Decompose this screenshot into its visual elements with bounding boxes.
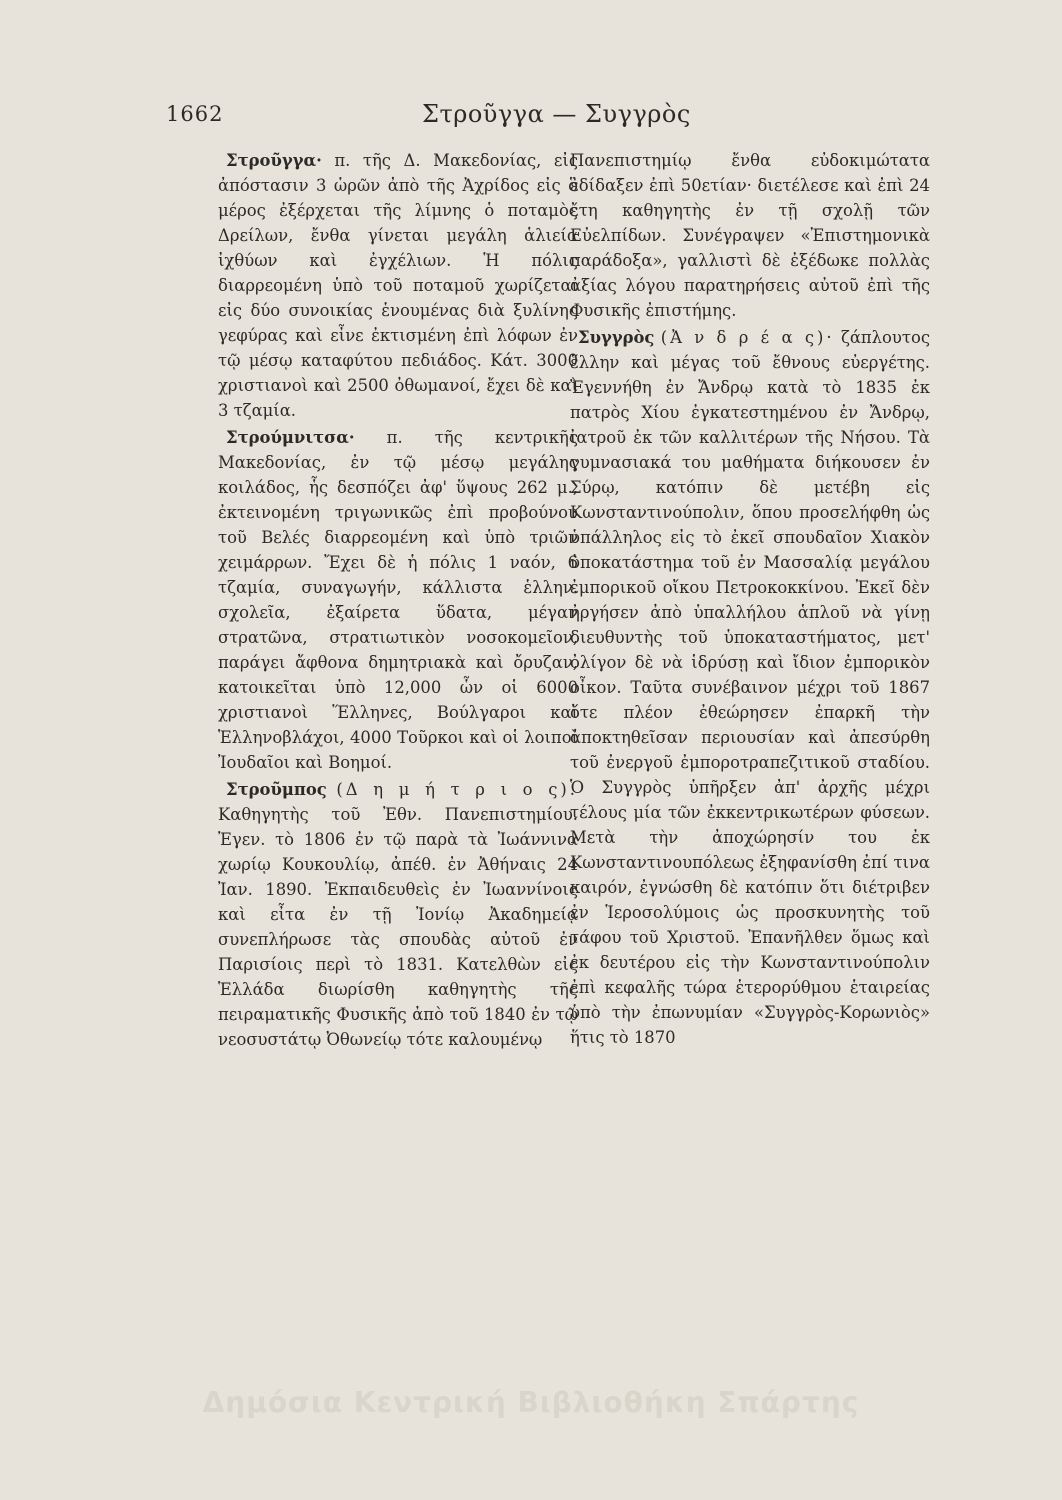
entry-stroumpos xyxy=(218,777,578,1052)
entry-syngros xyxy=(570,325,930,1050)
right-column xyxy=(570,148,930,1052)
page-number: 1662 xyxy=(166,102,224,126)
library-watermark: Δημόσια Κεντρική Βιβλιοθήκη Σπάρτης xyxy=(202,1386,860,1419)
entry-strouga xyxy=(218,148,578,423)
entry-stroumnitsa xyxy=(218,425,578,775)
entry-forename: (Δ η μ ή τ ρ ι ο ς). xyxy=(336,780,578,799)
entry-forename: (Ἀ ν δ ρ έ α ς)· xyxy=(660,328,835,347)
entry-text: ζάπλουτος ἕλλην καὶ μέγας τοῦ ἔθνους εὐεργέτης. Ἐγεννήθη ἐν Ἄνδρῳ κατὰ τὸ 1835 ἐκ πατρὸς Χίου ἐγκατεστημένου ἐν Ἄνδρῳ, ἰατροῦ ἐκ τῶν καλλιτέρων τῆς Νήσου. Τὰ γυμνασιακά του μαθήματα διήκουσεν ἐν Σύρῳ, κατόπιν δὲ μετέβη εἰς Κωνσταντινούπολιν, ὅπου προσελήφθη ὡς ὑπάλληλος εἰς τὸ ἐκεῖ σπουδαῖον Χιακὸν ὑποκατάστημα τοῦ ἐν Μασσαλίᾳ μεγάλου ἐμπορικοῦ οἴκου Πετροκοκκίνου. Ἐκεῖ δὲν ἠργήσεν ἀπὸ ὑπαλλήλου ἁπλοῦ νὰ γίνῃ διευθυντὴς τοῦ ὑποκαταστήματος, μετ' ὀλίγον δὲ νὰ ἱδρύσῃ καὶ ἴδιον ἐμπορικὸν οἶκον. Ταῦτα συνέβαινον μέχρι τοῦ 1867 ὅτε πλέον ἐθεώρησεν ἐπαρκῆ τὴν ἀποκτηθεῖσαν περιουσίαν καὶ ἀπεσύρθη τοῦ ἐνεργοῦ ἐμποροτραπεζιτικοῦ σταδίου. Ὁ Συγγρὸς ὑπῆρξεν ἀπ' ἀρχῆς μέχρι τέλους μία τῶν ἐκκεντρικωτέρων φύσεων. Μετὰ τὴν ἀποχώρησίν του ἐκ Κωνσταντινουπόλεως ἐξηφανίσθη ἐπί τινα καιρόν, ἐγνώσθη δὲ κατόπιν ὅτι διέτριβεν ἐν Ἱεροσολύμοις ὡς προσκυνητὴς τοῦ τάφου τοῦ Χριστοῦ. Ἐπανῆλθεν ὅμως καὶ ἐκ δευτέρου εἰς τὴν Κωνσταντινούπολιν ἐπὶ κεφαλῆς τώρα ἑτερορύθμου ἑταιρείας ὑπὸ τὴν ἐπωνυμίαν «Συγγρὸς-Κορωνιὸς» ἥτις τὸ 1870 xyxy=(570,328,930,1047)
entry-text: Καθηγητὴς τοῦ Ἐθν. Πανεπιστημίου. Ἐγεν. τὸ 1806 ἐν τῷ παρὰ τὰ Ἰωάννινα χωρίῳ Κουκουλίῳ, ἀπέθ. ἐν Ἀθήναις 24 Ἰαν. 1890. Ἐκπαιδευθεὶς ἐν Ἰωαννίνοις καὶ εἶτα ἐν τῇ Ἰονίῳ Ἀκαδημείᾳ συνεπλήρωσε τὰς σπουδὰς αὐτοῦ ἐν Παρισίοις περὶ τὸ 1831. Κατελθὼν εἰς Ἑλλάδα διωρίσθη καθηγητὴς τῆς πειραματικῆς Φυσικῆς ἀπὸ τοῦ 1840 ἐν τῷ νεοσυστάτῳ Ὀθωνείῳ τότε καλουμένῳ xyxy=(218,805,578,1049)
entry-text: π. τῆς Δ. Μακεδονίας, εἰς ἀπόστασιν 3 ὡρῶν ἀπὸ τῆς Ἀχρίδος εἰς ὃ μέρος ἐξέρχεται τῆς λίμνης ὁ ποταμὸς Δρείλων, ἔνθα γίνεται μεγάλη ἁλιεία ἰχθύων καὶ ἐγχέλιων. Ἡ πόλις διαρρεομένη ὑπὸ τοῦ ποταμοῦ χωρίζεται εἰς δύο συνοικίας ἑνουμένας διὰ ξυλίνης γεφύρας καὶ εἶνε ἐκτισμένη ἐπὶ λόφων ἐν τῷ μέσῳ καταφύτου πεδιάδος. Κάτ. 3000 χριστιανοὶ καὶ 2500 ὀθωμανοί, ἔχει δὲ καὶ 3 τζαμία. xyxy=(218,151,578,420)
headword: Στρούμνιτσα· xyxy=(226,428,355,447)
left-column xyxy=(218,148,578,1054)
headword: Συγγρὸς xyxy=(578,328,655,347)
headword: Στροῦμπος xyxy=(226,780,327,799)
headword: Στροῦγγα· xyxy=(226,151,322,170)
entry-text: π. τῆς κεντρικῆς Μακεδονίας, ἐν τῷ μέσῳ μεγάλης κοιλάδος, ἧς δεσπόζει ἀφ' ὕψους 262 μ., ἐκτεινομένη τριγωνικῶς ἐπὶ προβούνου τοῦ Βελές διαρρεομένη καὶ ὑπὸ τριῶν χειμάρρων. Ἔχει δὲ ἡ πόλις 1 ναόν, 6 τζαμία, συναγωγήν, κάλλιστα ἑλλην. σχολεῖα, ἐξαίρετα ὕδατα, μέγαν στρατῶνα, στρατιωτικὸν νοσοκομεῖον, παράγει ἄφθονα δημητριακὰ καὶ ὄρυζαν, κατοικεῖται ὑπὸ 12,000 ὧν οἱ 6000 χριστιανοὶ Ἕλληνες, Βούλγαροι καὶ Ἑλληνοβλάχοι, 4000 Τοῦρκοι καὶ οἱ λοιποὶ Ἰουδαῖοι καὶ Βοημοί. xyxy=(218,428,578,772)
page-header xyxy=(166,100,936,140)
running-head: Στροῦγγα — Συγγρὸς xyxy=(422,100,691,128)
entry-continuation: Πανεπιστημίῳ ἔνθα εὐδοκιμώτατα ἐδίδαξεν ἐπὶ 50ετίαν· διετέλεσε καὶ ἐπὶ 24 ἔτη καθηγητὴς ἐν τῇ σχολῇ τῶν Εὐελπίδων. Συνέγραψεν «Ἐπιστημονικὰ παράδοξα», γαλλιστὶ δὲ ἐξέδωκε πολλὰς ἀξίας λόγου παρατηρήσεις αὐτοῦ ἐπὶ τῆς Φυσικῆς ἐπιστήμης. xyxy=(570,151,930,320)
